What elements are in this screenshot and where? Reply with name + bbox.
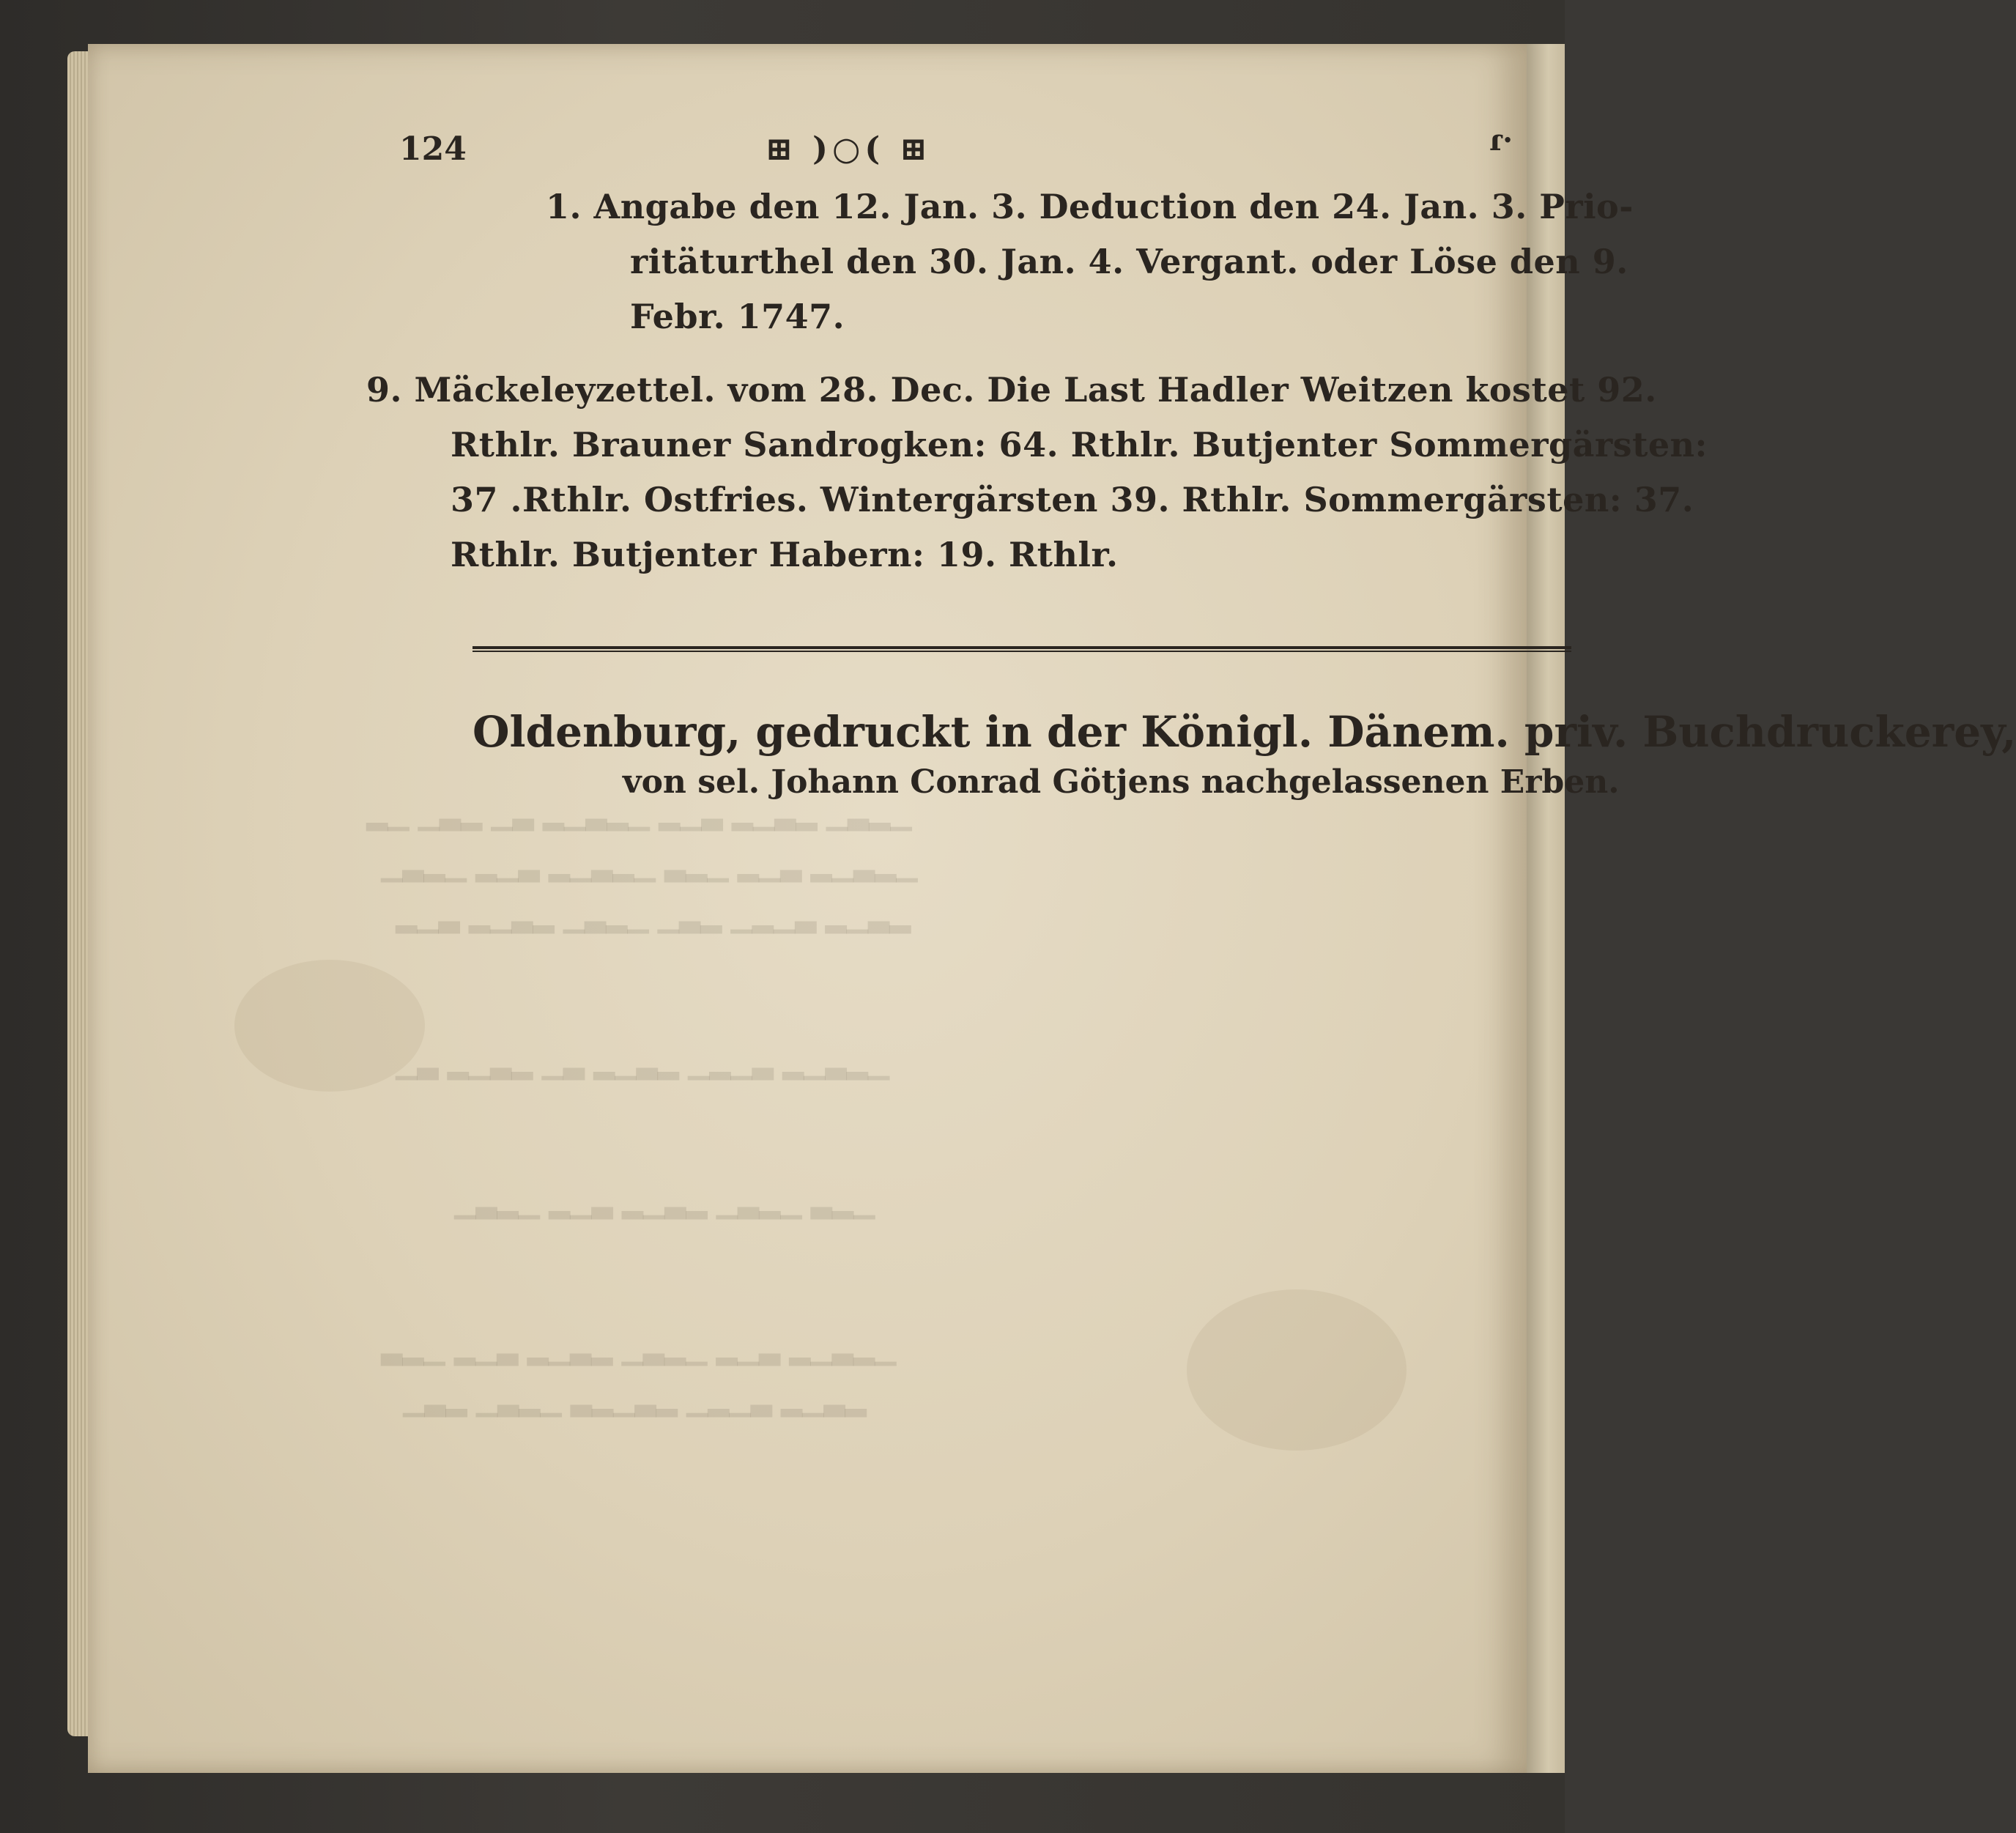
horizontal-rule (472, 646, 1571, 652)
page-number: 124 (399, 130, 467, 168)
text-line: Febr. 1747. (630, 297, 845, 336)
running-header (399, 123, 1535, 174)
paper-stain (1187, 1289, 1407, 1451)
show-through-text: ▁▂▃▁▂ ▃▁▂ ▁▂▃▁ ▂▃▁▂ ▃▁▂ ▁▂▃ (381, 1333, 897, 1366)
show-through-text: ▁▂▃▁▂ ▃▁▂ ▁▂▃ ▁▂▃▁▂ ▃▁▂ ▁▂▃▁ (381, 850, 918, 882)
text-line: 37 .Rthlr. Ostfries. Wintergärsten 39. Rthlr. Sommergärsten: 37. (451, 480, 1694, 519)
text-line: 9. Mäckeleyzettel. vom 28. Dec. Die Last Hadler Weitzen kostet 92. (366, 370, 1657, 410)
imprint-line: von sel. Johann Conrad Götjens nachgelassenen Erben. (623, 763, 1620, 801)
imprint-line: Oldenburg, gedruckt in der Königl. Dänem. priv. Buchdruckerey, (472, 707, 2016, 757)
facing-page-edge (1524, 44, 1565, 1773)
show-through-text: ▂▃▁▂ ▃▁▂▁ ▂▃▁ ▁▂▃▁ ▂▃▁▂ ▃▁▂ (396, 901, 911, 933)
book-page (88, 44, 2016, 1773)
text-line: Rthlr. Brauner Sandrogken: 64. Rthlr. Butjenter Sommergärsten: (451, 425, 1708, 464)
text-line: 1. Angabe den 12. Jan. 3. Deduction den 24. Jan. 3. Prio- (546, 187, 1634, 226)
show-through-text: ▂▃▁▂ ▃▁▂▁ ▂▃▁▂▃ ▁▂▃▁ ▂▃▁ (403, 1385, 867, 1417)
text-line: ritäturthel den 30. Jan. 4. Vergant. oder Löse den 9. (630, 242, 1628, 281)
text-line: Rthlr. Butjenter Habern: 19. Rthlr. (451, 535, 1119, 574)
header-ornament: ⊞ )○( ⊞ (766, 130, 932, 168)
show-through-text: ▁▂▃ ▁▂▃▁ ▂▃▁▂ ▃▁▂ ▁▂▃▁ (454, 1187, 875, 1219)
margin-mark: ɾ· (1489, 123, 1513, 158)
show-through-text: ▁▂▃▁▂ ▃▁▂▁ ▂▃▁▂ ▃▁ ▂▃▁▂ ▃▁ (396, 1048, 890, 1080)
show-through-text: ▁▂▃▁ ▂▃▁▂ ▃▁▂ ▁▂▃▁▂ ▃▁ ▂▃▁ ▁▂ (366, 799, 912, 831)
